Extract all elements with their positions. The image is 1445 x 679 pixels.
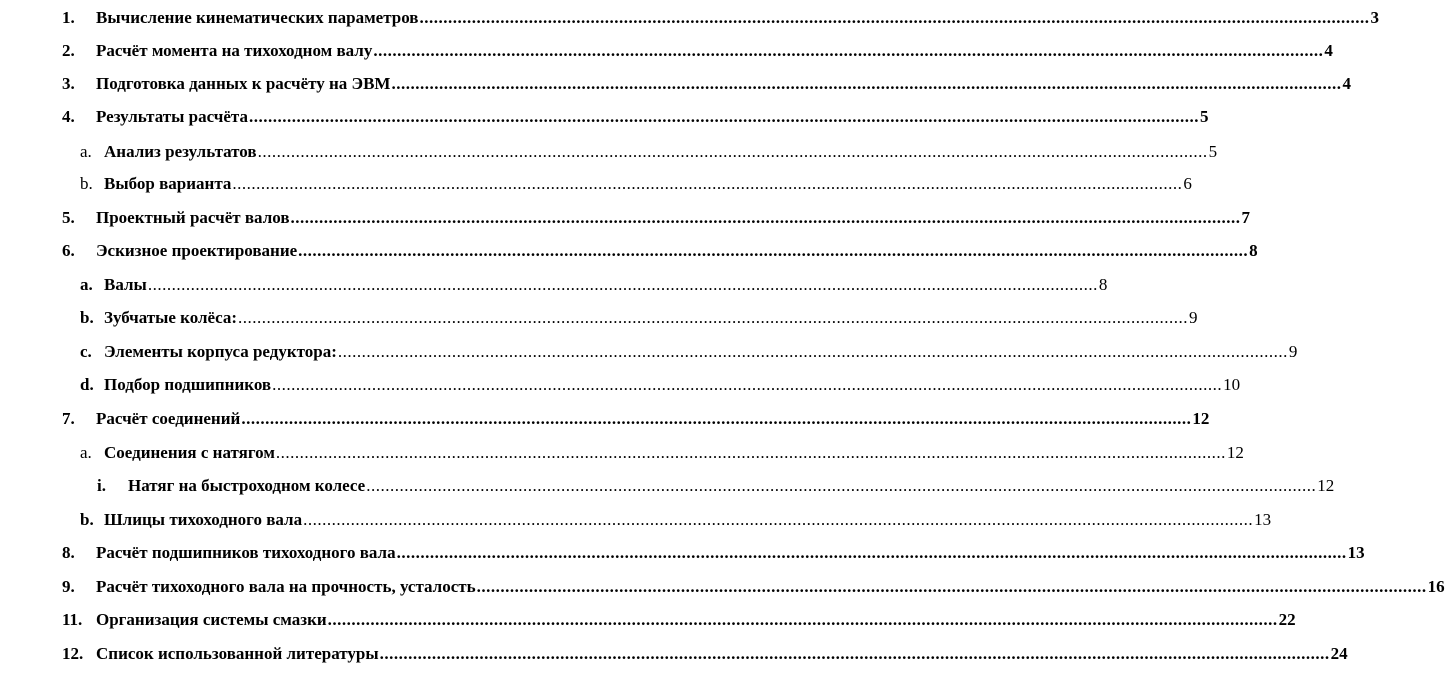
toc-entry-number: a. xyxy=(80,443,92,462)
toc-entry-number: a. xyxy=(80,275,93,294)
toc-entry-page: 3 xyxy=(1370,8,1379,27)
toc-entry[interactable] xyxy=(97,475,1335,497)
toc-entry[interactable] xyxy=(80,374,1241,396)
toc-entry[interactable] xyxy=(62,73,1351,95)
toc-entry[interactable] xyxy=(80,307,1198,329)
toc-entry-title: Расчёт соединений xyxy=(96,409,241,428)
toc-dot-leader: ........................................................................................................................................................................................................ xyxy=(396,543,1347,562)
toc-entry[interactable] xyxy=(80,274,1108,296)
toc-entry[interactable] xyxy=(80,442,1244,464)
toc-dot-leader: ........................................................................................................................................................................................................ xyxy=(373,41,1324,60)
toc-entry-title: Валы xyxy=(104,275,147,294)
toc-entry-number: b. xyxy=(80,308,94,327)
toc-entry[interactable] xyxy=(80,341,1298,363)
toc-entry[interactable] xyxy=(62,576,1445,598)
toc-dot-leader: ........................................................................................................................................................................................................ xyxy=(290,208,1241,227)
toc-entry-title: Расчёт подшипников тихоходного вала xyxy=(96,543,396,562)
toc-entry-page: 13 xyxy=(1254,510,1272,529)
toc-entry[interactable] xyxy=(62,7,1379,29)
toc-entry-page: 10 xyxy=(1223,375,1241,394)
toc-entry-title: Зубчатые колёса: xyxy=(104,308,238,327)
toc-entry[interactable] xyxy=(62,40,1333,62)
toc-entry[interactable] xyxy=(62,542,1365,564)
toc-entry-page: 12 xyxy=(1317,476,1335,495)
toc-entry[interactable] xyxy=(62,240,1258,262)
toc-dot-leader: ........................................................................................................................................................................................................ xyxy=(257,142,1208,161)
toc-entry[interactable] xyxy=(62,207,1250,229)
toc-entry-page: 5 xyxy=(1208,142,1218,161)
toc-dot-leader: ........................................................................................................................................................................................................ xyxy=(298,241,1249,260)
toc-entry-title: Расчёт момента на тихоходном валу xyxy=(96,41,373,60)
toc-dot-leader: ........................................................................................................................................................................................................ xyxy=(275,443,1226,462)
toc-entry-number: 3. xyxy=(62,74,75,93)
toc-entry-title: Шлицы тихоходного вала xyxy=(104,510,303,529)
toc-entry-number: b. xyxy=(80,174,93,193)
toc-dot-leader: ........................................................................................................................................................................................................ xyxy=(366,476,1317,495)
toc-dot-leader: ........................................................................................................................................................................................................ xyxy=(232,174,1183,193)
toc-entry-number: 1. xyxy=(62,8,75,27)
toc-entry-title: Вычисление кинематических параметров xyxy=(96,8,419,27)
toc-dot-leader: ........................................................................................................................................................................................................ xyxy=(476,577,1427,596)
toc-entry-title: Список использованной литературы xyxy=(96,644,379,663)
toc-entry-number: i. xyxy=(97,476,106,495)
toc-entry-number: 7. xyxy=(62,409,75,428)
toc-entry-page: 16 xyxy=(1427,577,1445,596)
toc-entry-page: 12 xyxy=(1192,409,1210,428)
toc-entry-page: 5 xyxy=(1199,107,1209,126)
toc-entry-number: b. xyxy=(80,510,94,529)
toc-dot-leader: ........................................................................................................................................................................................................ xyxy=(391,74,1342,93)
toc-entry[interactable] xyxy=(80,141,1218,163)
toc-entry-number: 11. xyxy=(62,610,83,629)
toc-entry-title: Анализ результатов xyxy=(104,142,257,161)
toc-entry-title: Результаты расчёта xyxy=(96,107,248,126)
toc-entry-page: 4 xyxy=(1324,41,1333,60)
toc-entry[interactable] xyxy=(80,173,1192,195)
toc-entry-title: Элементы корпуса редуктора: xyxy=(104,342,337,361)
toc-dot-leader: ........................................................................................................................................................................................................ xyxy=(272,375,1223,394)
toc-dot-leader: ........................................................................................................................................................................................................ xyxy=(303,510,1254,529)
toc-entry-page: 4 xyxy=(1342,74,1351,93)
toc-entry-number: 9. xyxy=(62,577,75,596)
toc-entry-page: 9 xyxy=(1288,342,1298,361)
toc-entry-title: Организация системы смазки xyxy=(96,610,327,629)
toc-entry-page: 8 xyxy=(1098,275,1108,294)
toc-entry[interactable] xyxy=(62,106,1209,128)
toc-entry-title: Подготовка данных к расчёту на ЭВМ xyxy=(96,74,391,93)
toc-entry[interactable] xyxy=(80,509,1272,531)
toc-entry-page: 22 xyxy=(1278,610,1296,629)
toc-entry[interactable] xyxy=(62,643,1348,665)
toc-entry-number: a. xyxy=(80,142,92,161)
toc-entry-page: 24 xyxy=(1330,644,1348,663)
toc-entry-number: 8. xyxy=(62,543,75,562)
toc-dot-leader: ........................................................................................................................................................................................................ xyxy=(419,8,1370,27)
toc-entry-number: d. xyxy=(80,375,94,394)
toc-dot-leader: ........................................................................................................................................................................................................ xyxy=(248,107,1199,126)
toc-entry-title: Проектный расчёт валов xyxy=(96,208,290,227)
toc-entry-page: 8 xyxy=(1249,241,1258,260)
toc-entry[interactable] xyxy=(62,609,1296,631)
toc-entry-page: 6 xyxy=(1183,174,1192,193)
toc-entry[interactable] xyxy=(62,408,1210,430)
toc-entry-title: Соединения с натягом xyxy=(104,443,275,462)
toc-entry-number: 12. xyxy=(62,644,84,663)
toc-entry-title: Подбор подшипников xyxy=(104,375,272,394)
toc-dot-leader: ........................................................................................................................................................................................................ xyxy=(379,644,1330,663)
toc-entry-page: 7 xyxy=(1241,208,1250,227)
toc-entry-page: 12 xyxy=(1226,443,1244,462)
toc-dot-leader: ........................................................................................................................................................................................................ xyxy=(337,342,1288,361)
toc-dot-leader: ........................................................................................................................................................................................................ xyxy=(241,409,1192,428)
toc-entry-title: Выбор варианта xyxy=(104,174,232,193)
toc-dot-leader: ........................................................................................................................................................................................................ xyxy=(327,610,1278,629)
toc-dot-leader: ........................................................................................................................................................................................................ xyxy=(238,308,1189,327)
toc-entry-number: 5. xyxy=(62,208,75,227)
toc-entry-number: 4. xyxy=(62,107,75,126)
toc-entry-title: Расчёт тихоходного вала на прочность, усталость xyxy=(96,577,476,596)
toc-entry-page: 13 xyxy=(1347,543,1365,562)
toc-dot-leader: ........................................................................................................................................................................................................ xyxy=(147,275,1098,294)
toc-entry-number: 6. xyxy=(62,241,75,260)
toc-entry-title: Эскизное проектирование xyxy=(96,241,298,260)
toc-entry-title: Натяг на быстроходном колесе xyxy=(128,476,366,495)
toc-entry-page: 9 xyxy=(1189,308,1198,327)
toc-entry-number: c. xyxy=(80,342,92,361)
toc-entry-number: 2. xyxy=(62,41,75,60)
